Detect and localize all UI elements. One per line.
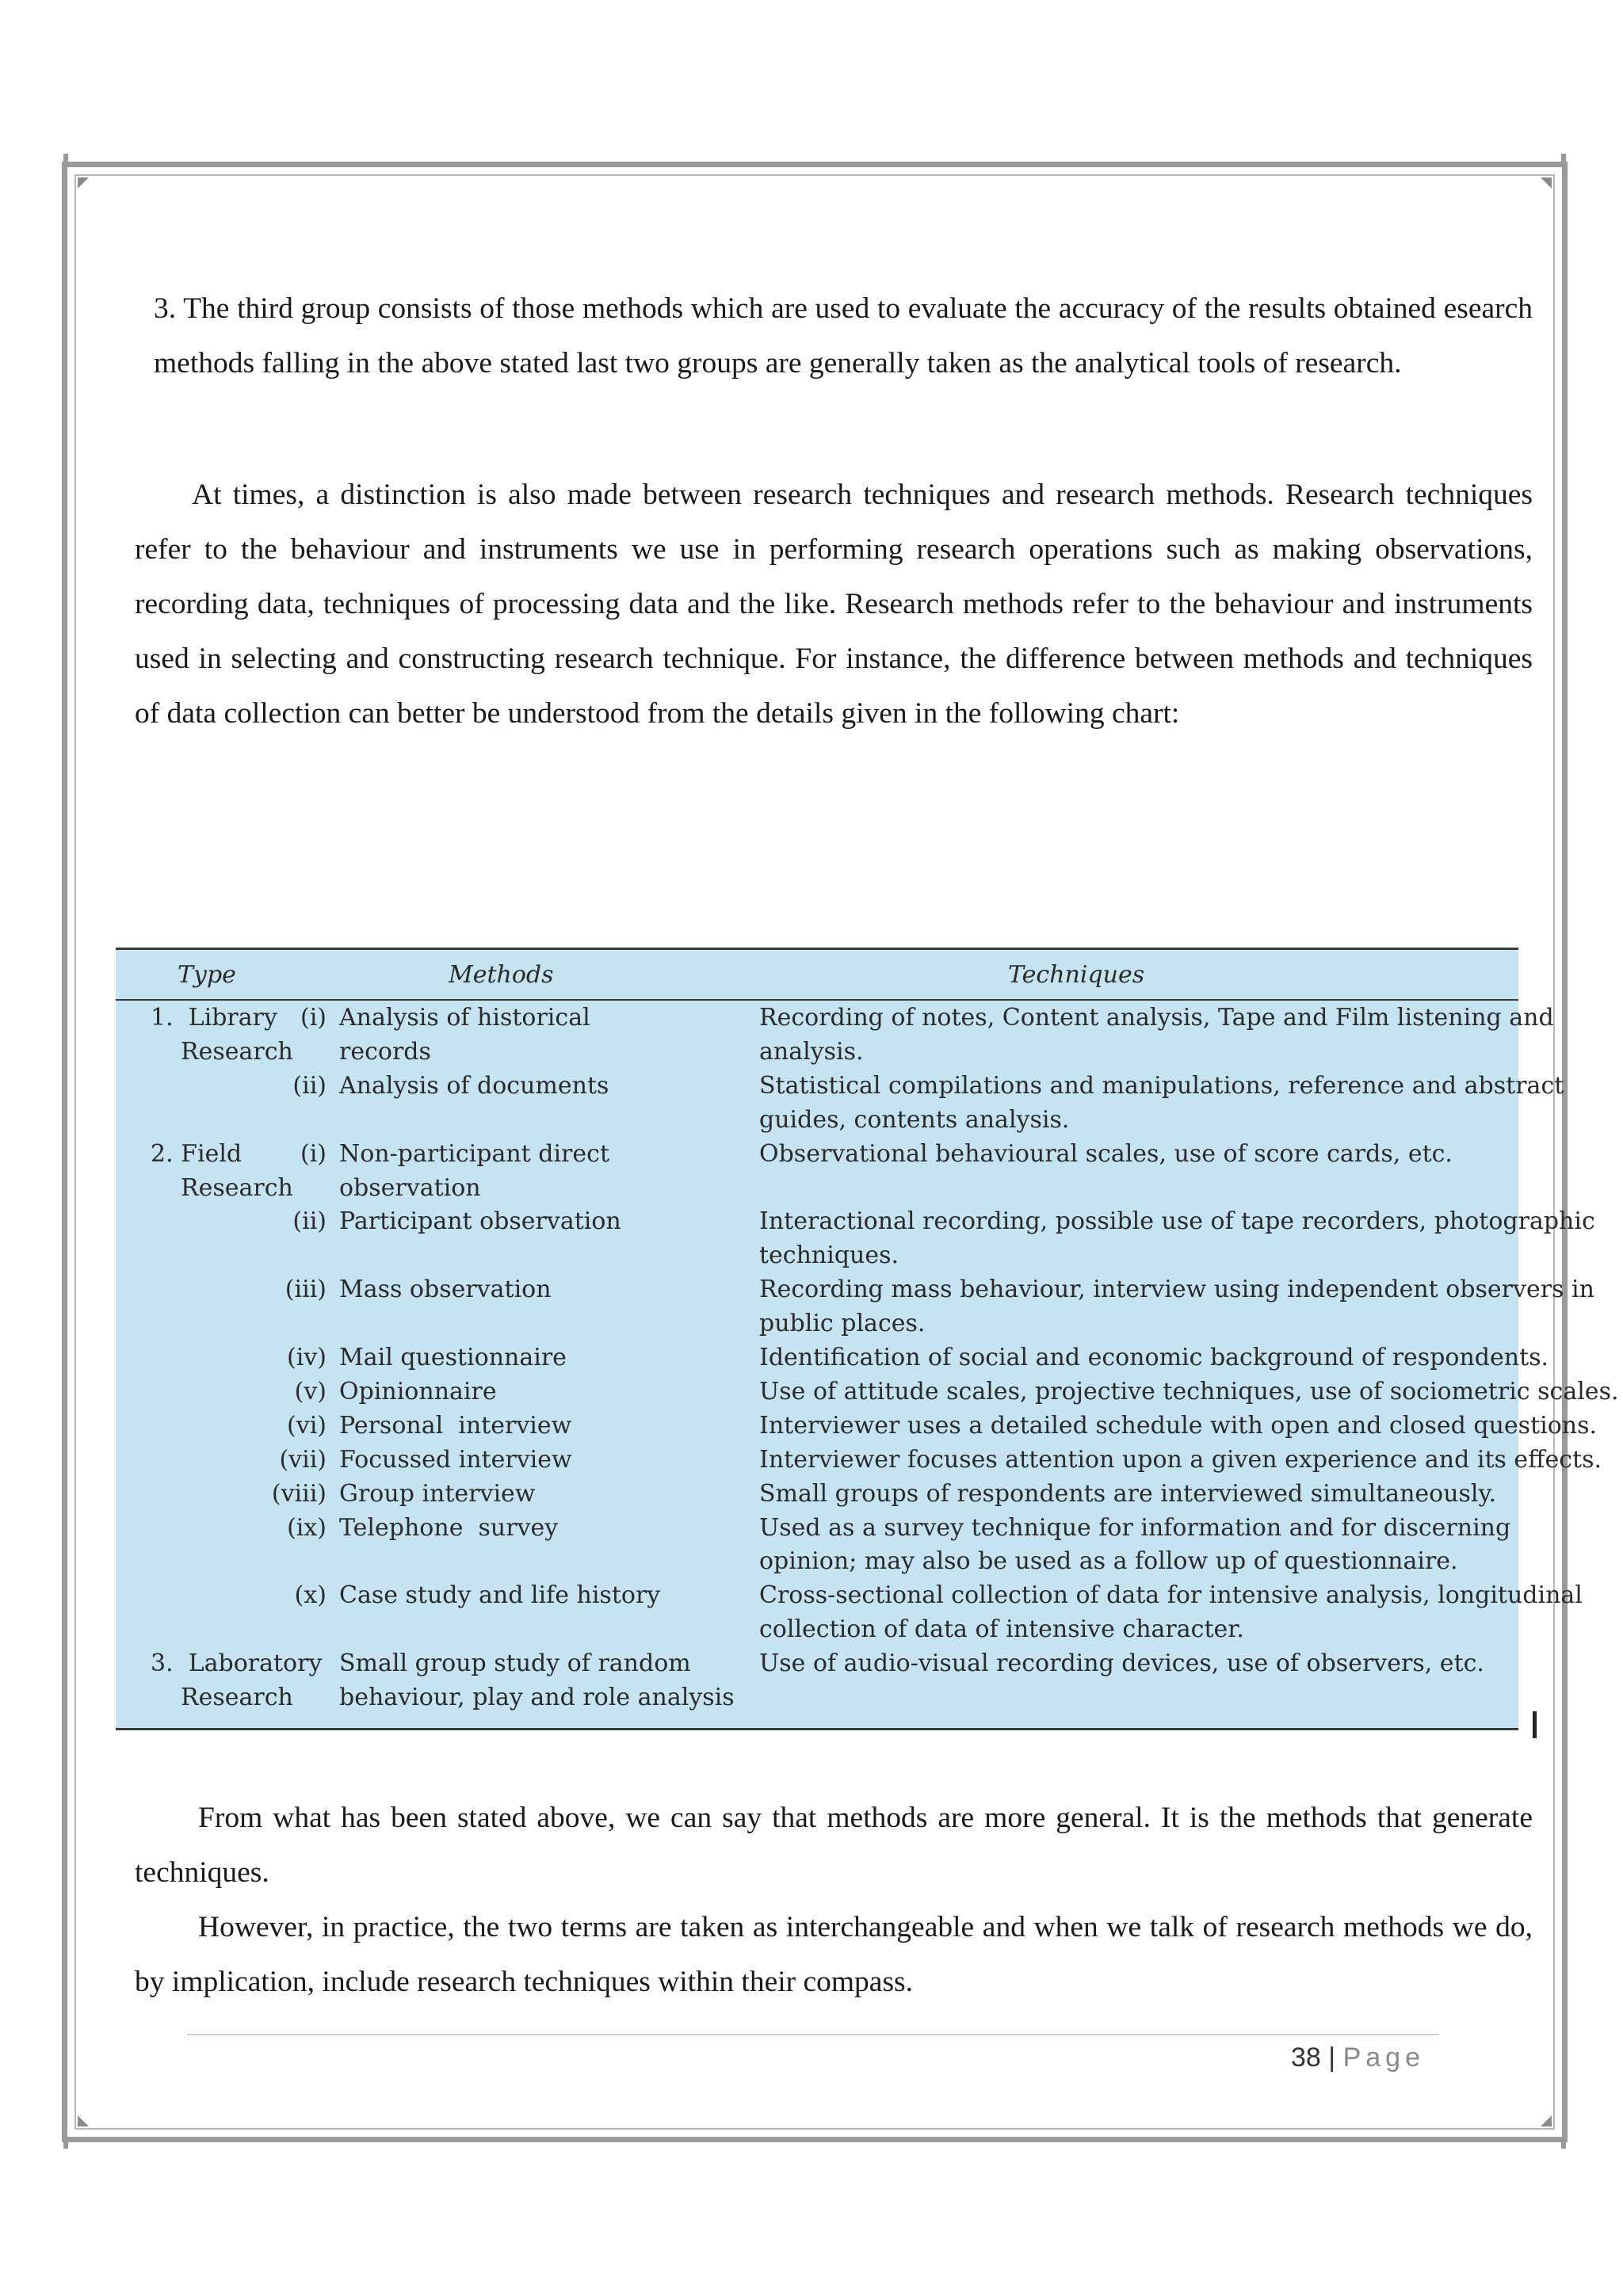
corner-ornament-top-left [78, 177, 89, 189]
cell-technique: Use of attitude scales, projective techniques, use of sociometric scales. [759, 1377, 1619, 1405]
cell-method: Analysis of historical [339, 1004, 590, 1032]
cell-method: behaviour, play and role analysis [339, 1684, 735, 1711]
cell-method-number: (v) [294, 1377, 327, 1405]
cell-method: Small group study of random [339, 1650, 691, 1678]
cell-method: Case study and life history [339, 1581, 661, 1610]
cell-method: Personal interview [339, 1411, 572, 1440]
paragraph-methods-general: From what has been stated above, we can say that methods are more general. It is the methods that generate techniques. [135, 1802, 1533, 1889]
cell-method-number: (vii) [279, 1445, 327, 1474]
page-label: Page [1342, 2042, 1425, 2073]
cell-type: Research [181, 1684, 293, 1711]
footer-divider [187, 2034, 1439, 2035]
cell-method: Analysis of documents [339, 1071, 609, 1100]
paragraph-third-group: 3. The third group consists of those methods which are used to evaluate the accuracy of the results obtained esearch methods falling in the above stated last two groups are generally taken as the analytical tools of research. [154, 292, 1533, 379]
frame-stub [1561, 2139, 1566, 2149]
cell-technique: Small groups of respondents are interviewed simultaneously. [759, 1479, 1497, 1508]
header-methods: Methods [449, 961, 554, 989]
cell-technique: Recording of notes, Content analysis, Tape and Film listening and [759, 1004, 1554, 1032]
cell-method-number: (x) [294, 1581, 327, 1610]
frame-stub [63, 154, 68, 163]
table-header [116, 950, 1518, 1001]
cell-method: Non-participant direct [339, 1139, 610, 1168]
cell-method: Participant observation [339, 1207, 621, 1236]
cell-technique: guides, contents analysis. [759, 1105, 1070, 1134]
text-cursor [1533, 1711, 1537, 1738]
cell-technique: Interactional recording, possible use of tape recorders, photographic [759, 1207, 1595, 1236]
cell-method: Opinionnaire [339, 1377, 497, 1405]
cell-technique: Identification of social and economic background of respondents. [759, 1344, 1549, 1371]
cell-method-number: (ii) [292, 1071, 327, 1100]
cell-technique: opinion; may also be used as a follow up of questionnaire. [759, 1547, 1458, 1576]
cell-method-number: (i) [300, 1004, 327, 1032]
cell-method-number: (iv) [287, 1344, 327, 1371]
cell-technique: Interviewer focuses attention upon a given experience and its effects. [759, 1445, 1602, 1474]
cell-technique: Recording mass behaviour, interview using independent observers in [759, 1276, 1594, 1304]
cell-method-number: (viii) [271, 1479, 327, 1508]
cell-method-number: (i) [300, 1139, 327, 1168]
cell-technique: public places. [759, 1310, 926, 1338]
cell-method: Group interview [339, 1479, 536, 1508]
cell-technique: Cross-sectional collection of data for intensive analysis, longitudinal [759, 1581, 1583, 1610]
cell-technique: collection of data of intensive character. [759, 1615, 1244, 1644]
paragraph-distinction: At times, a distinction is also made between research techniques and research methods. Research techniques refer to the behaviour and instruments we use in performing research operations such as making observations, recording data, techniques of processing data and the like. Research methods refer to the behaviour and instruments used in selecting and constructing research technique. For instance, the difference between methods and techniques of data collection can better be understood from the details given in the following chart: [135, 479, 1533, 730]
cell-method: Telephone survey [339, 1513, 559, 1542]
cell-type: Research [181, 1173, 293, 1202]
corner-ornament-bottom-left [78, 2115, 89, 2126]
frame-stub [1561, 154, 1566, 163]
cell-method-number: (iii) [285, 1276, 327, 1304]
paragraph-interchangeable: However, in practice, the two terms are taken as interchangeable and when we talk of research methods we do, by implication, include research techniques within their compass. [135, 1911, 1533, 1998]
cell-type: 3. Laboratory [151, 1650, 323, 1678]
cell-type: 2. Field [151, 1139, 242, 1168]
cell-method: Focussed interview [339, 1445, 572, 1474]
cell-method-number: (ii) [292, 1207, 327, 1236]
cell-method-number: (vi) [287, 1411, 327, 1440]
cell-technique: Interviewer uses a detailed schedule with open and closed questions. [759, 1411, 1598, 1440]
cell-technique: Observational behavioural scales, use of score cards, etc. [759, 1139, 1453, 1168]
cell-type: Research [181, 1037, 293, 1066]
cell-technique: techniques. [759, 1241, 899, 1270]
cell-technique: analysis. [759, 1037, 864, 1066]
corner-ornament-top-right [1541, 177, 1552, 189]
frame-stub [63, 2139, 68, 2149]
cell-method: Mail questionnaire [339, 1344, 567, 1371]
cell-method: observation [339, 1173, 481, 1202]
cell-method-number: (ix) [287, 1513, 327, 1542]
header-techniques: Techniques [1008, 961, 1145, 989]
cell-technique: Statistical compilations and manipulations, reference and abstract [759, 1071, 1564, 1100]
page-number-separator: | [1328, 2042, 1336, 2073]
methods-techniques-table [116, 948, 1619, 1730]
cell-type: 1. Library [151, 1004, 277, 1032]
corner-ornament-bottom-right [1541, 2115, 1552, 2126]
page-number [1291, 2038, 1425, 2077]
cell-method: Mass observation [339, 1276, 552, 1304]
page-number-value: 38 [1291, 2042, 1321, 2073]
cell-technique: Used as a survey technique for information and for discerning [759, 1513, 1511, 1542]
cell-technique: Use of audio-visual recording devices, use of observers, etc. [759, 1650, 1484, 1678]
cell-method: records [339, 1037, 431, 1066]
header-type: Type [178, 961, 236, 989]
